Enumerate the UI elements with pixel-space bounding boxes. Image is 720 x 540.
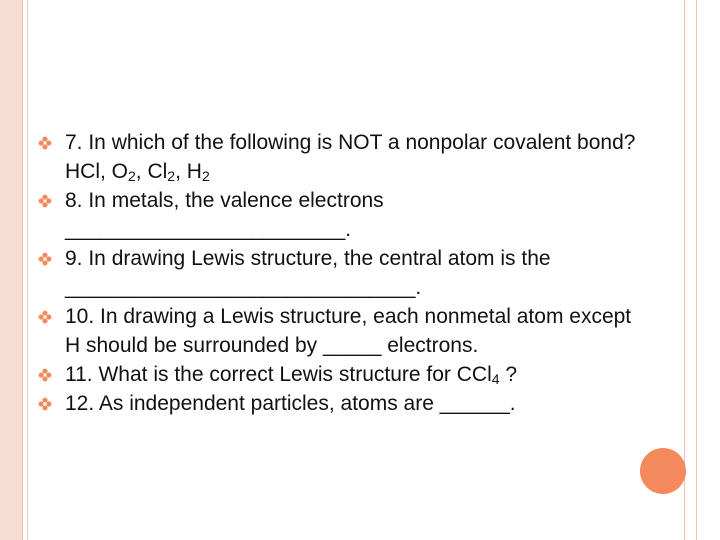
question-list (38, 128, 638, 418)
question-7-text: 7. In which of the following is NOT a nonpolar covalent bond? HCl, $O_2$, $Cl_2$, $H_2$ (65, 131, 636, 184)
decorative-circle (640, 448, 686, 494)
flower-bullet-icon (38, 310, 52, 324)
question-10-text: 10. In drawing a Lewis structure, each nonmetal atom except H should be surrounded by _____ electrons. (65, 305, 632, 357)
flower-bullet-icon (38, 136, 52, 150)
list-item (38, 302, 638, 360)
question-11-text: 11. What is the correct Lewis structure for CCl$_4$ ? (65, 363, 518, 387)
flower-bullet-icon (38, 397, 52, 411)
list-item (38, 186, 638, 244)
question-9-text: 9. In drawing Lewis structure, the central atom is the ______________________________. (65, 247, 551, 299)
question-8-text: 8. In metals, the valence electrons ________________________. (65, 189, 384, 241)
left-decorative-band (0, 0, 22, 540)
list-item (38, 389, 638, 418)
flower-bullet-icon (38, 252, 52, 266)
list-item (38, 360, 638, 389)
flower-bullet-icon (38, 368, 52, 382)
question-12-text: 12. As independent particles, atoms are ______. (65, 392, 516, 415)
list-item (38, 128, 638, 186)
flower-bullet-icon (38, 194, 52, 208)
right-border-line (684, 0, 685, 540)
list-item (38, 244, 638, 302)
